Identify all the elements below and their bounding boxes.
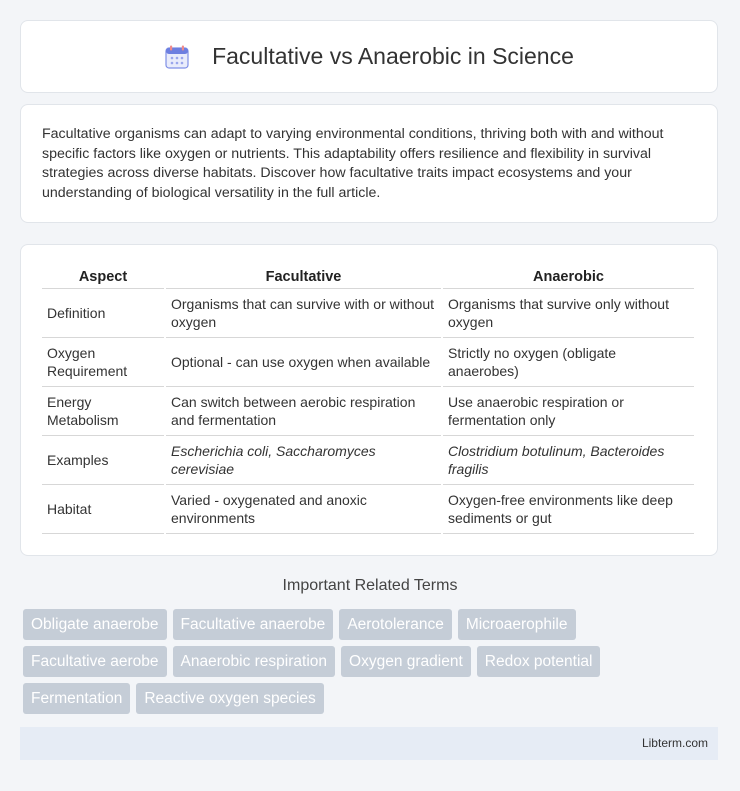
comparison-card [20,244,718,556]
related-terms-title: Important Related Terms [282,577,458,594]
footer [20,727,718,760]
table-row [42,338,694,387]
intro-card [20,104,718,223]
tag-aerotolerance[interactable]: Aerotolerance [339,609,452,640]
table-header-row [42,265,694,289]
tag-reactive-oxygen-species[interactable]: Reactive oxygen species [136,683,323,714]
header-facultative: Facultative [166,265,441,289]
cell-aspect: Definition [42,289,164,338]
intro-text: Facultative organisms can adapt to varying environmental conditions, thriving both with and without specific factors like oxygen or nutrients. This adaptability offers resilience and flexibility in survival strategies across diverse habitats. Discover how facultative traits impact ecosystems and your understanding of biological versatility in the full article. [42,126,664,201]
cell-anaerobic: Clostridium botulinum, Bacteroides fragilis [443,436,694,485]
cell-facultative: Can switch between aerobic respiration and fermentation [166,387,441,436]
page-title: Facultative vs Anaerobic in Science [212,43,574,69]
tag-obligate-anaerobe[interactable]: Obligate anaerobe [23,609,167,640]
table-row [42,289,694,338]
table-row [42,485,694,534]
tag-facultative-anaerobe[interactable]: Facultative anaerobe [173,609,334,640]
tag-fermentation[interactable]: Fermentation [23,683,130,714]
cell-facultative: Organisms that can survive with or without oxygen [166,289,441,338]
tag-anaerobic-respiration[interactable]: Anaerobic respiration [173,646,335,677]
cell-facultative: Escherichia coli, Saccharomyces cerevisiae [166,436,441,485]
tag-row [23,609,723,640]
tag-facultative-aerobe[interactable]: Facultative aerobe [23,646,167,677]
tag-redox-potential[interactable]: Redox potential [477,646,601,677]
cell-aspect: Habitat [42,485,164,534]
calendar-icon [164,44,190,70]
tag-row [23,646,723,677]
cell-aspect: Oxygen Requirement [42,338,164,387]
table-row [42,387,694,436]
cell-aspect: Energy Metabolism [42,387,164,436]
cell-facultative: Optional - can use oxygen when available [166,338,441,387]
footer-link[interactable]: Libterm.com [641,736,708,750]
table-row [42,436,694,485]
tag-row [23,683,723,714]
comparison-table [40,265,696,534]
tag-oxygen-gradient[interactable]: Oxygen gradient [341,646,471,677]
title-card [20,20,718,93]
cell-anaerobic: Oxygen-free environments like deep sediments or gut [443,485,694,534]
header-aspect: Aspect [42,265,164,289]
cell-anaerobic: Organisms that survive only without oxygen [443,289,694,338]
cell-aspect: Examples [42,436,164,485]
cell-anaerobic: Strictly no oxygen (obligate anaerobes) [443,338,694,387]
cell-facultative: Varied - oxygenated and anoxic environments [166,485,441,534]
tag-microaerophile[interactable]: Microaerophile [458,609,576,640]
header-anaerobic: Anaerobic [443,265,694,289]
cell-anaerobic: Use anaerobic respiration or fermentation only [443,387,694,436]
related-terms-list [23,609,723,720]
